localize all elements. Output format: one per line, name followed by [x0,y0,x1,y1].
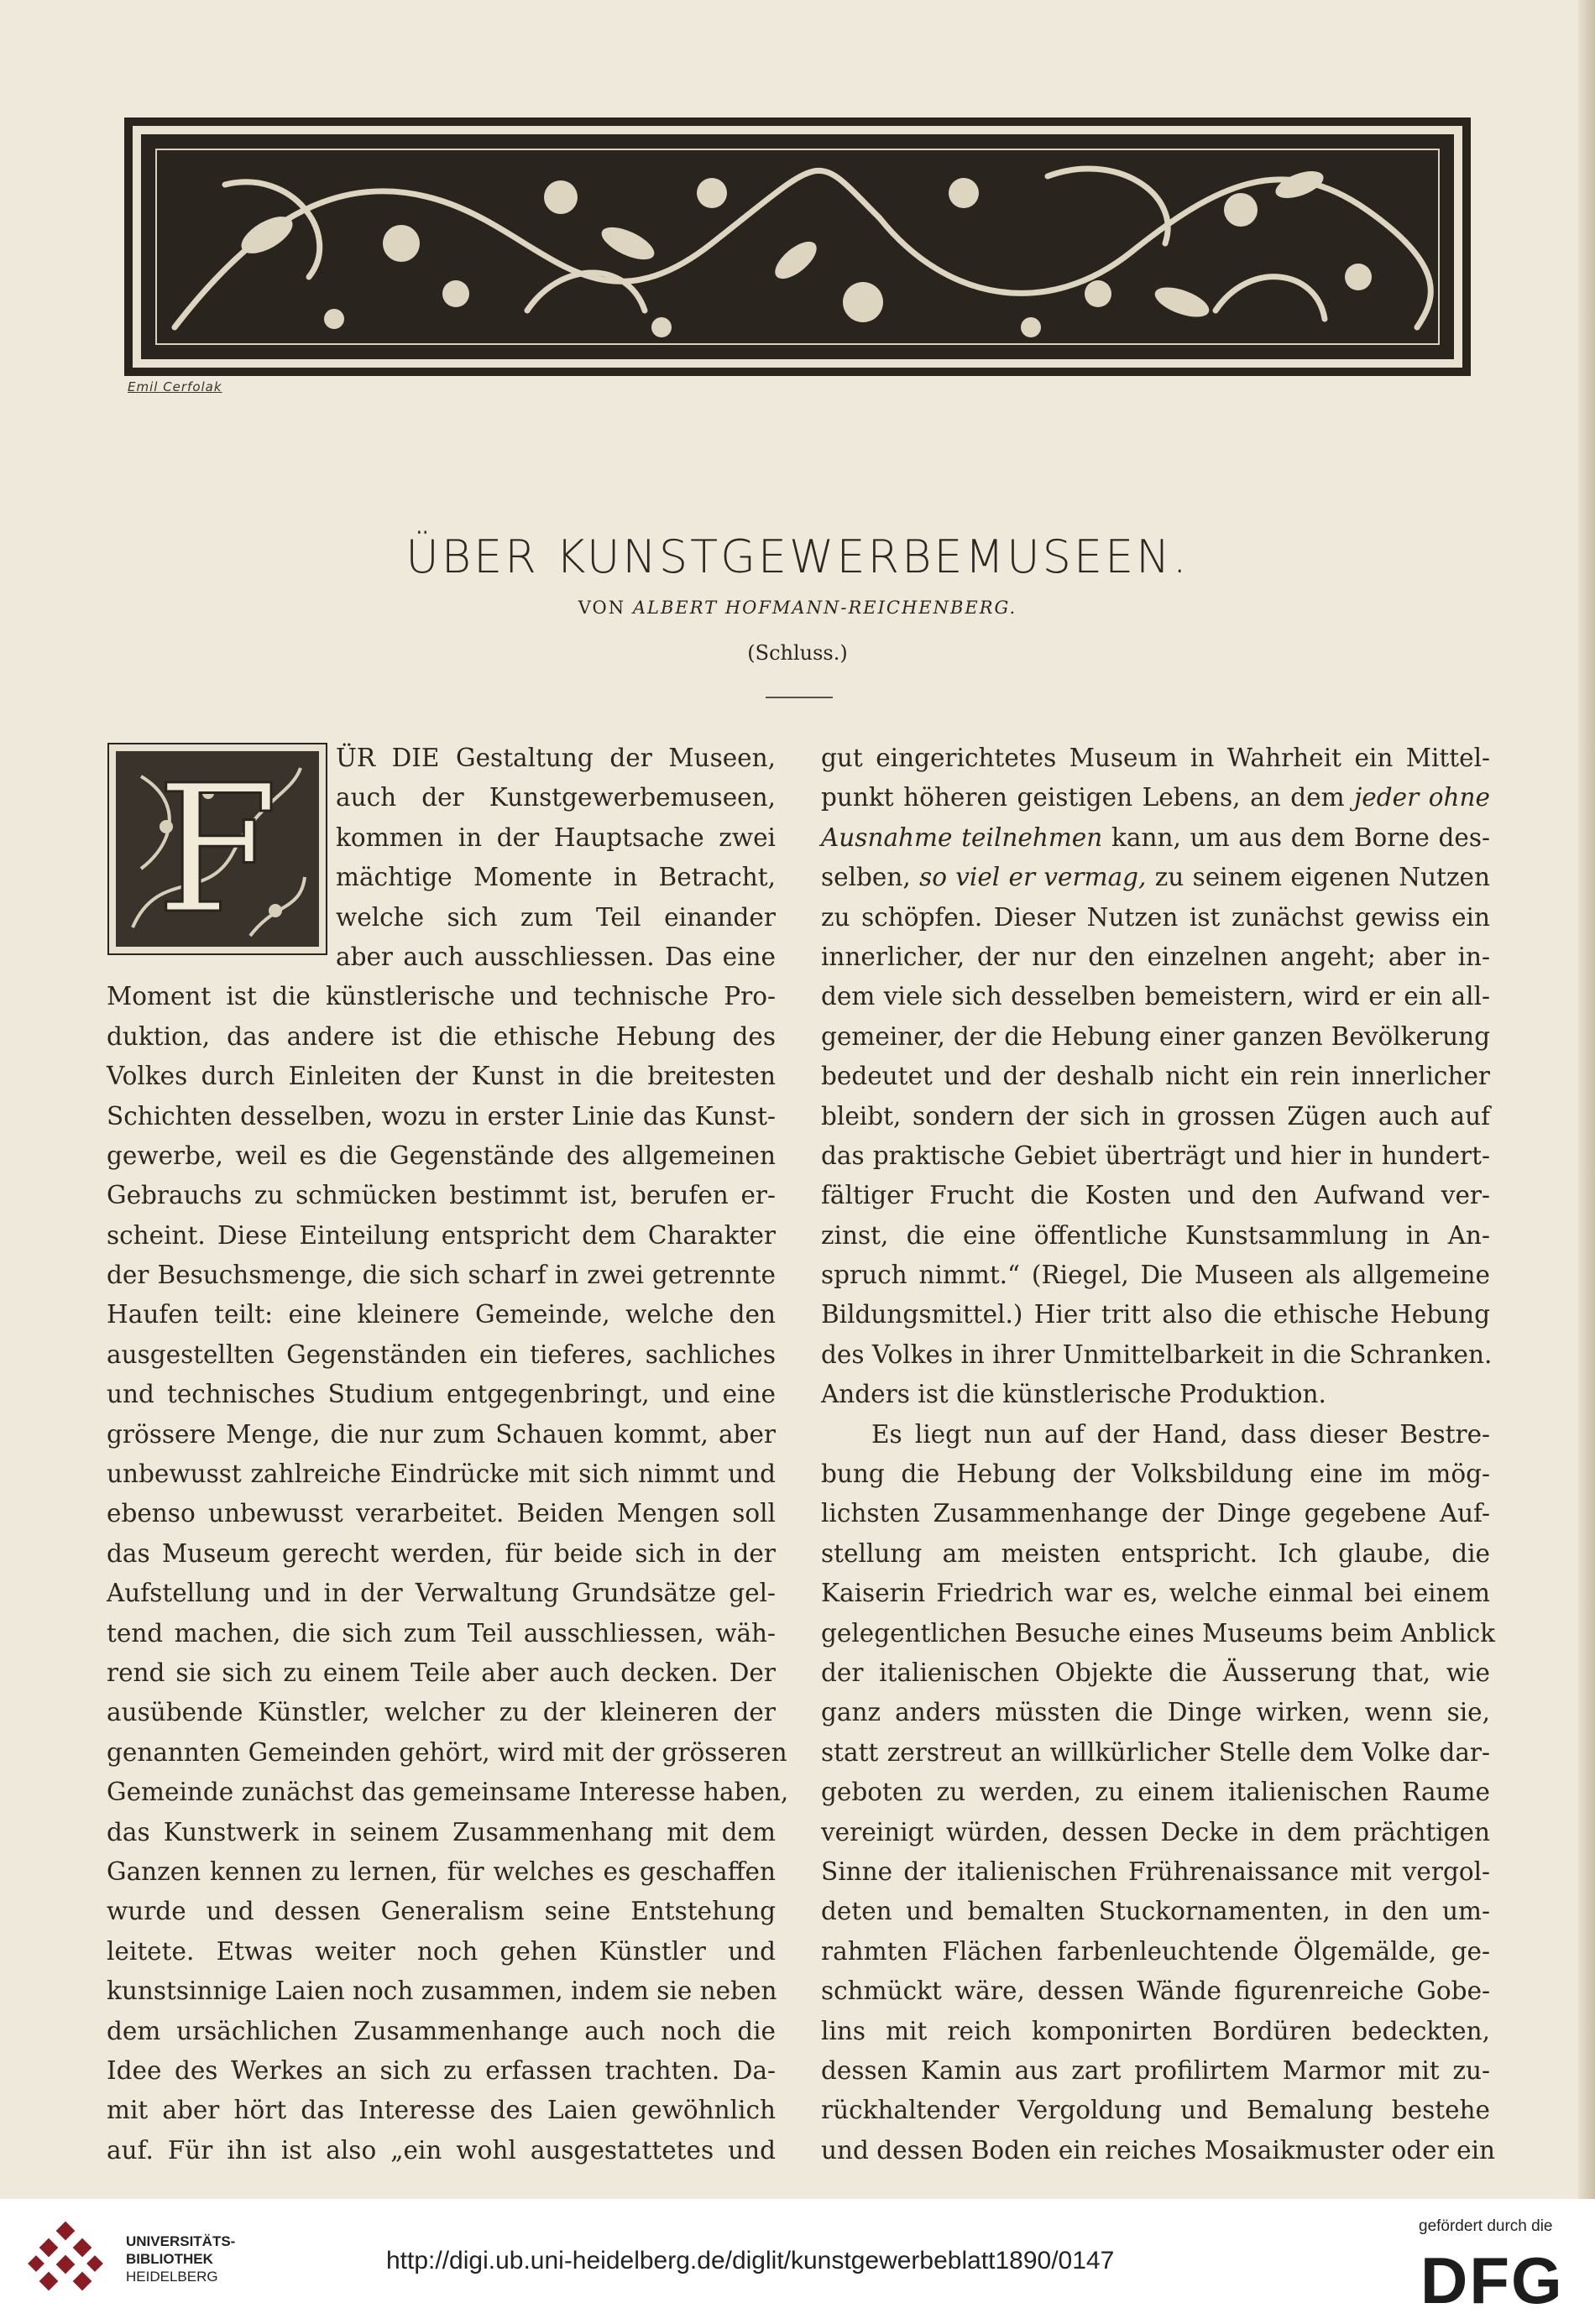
text-line: Aufstellung und in der Verwaltung Grundsätze gel- [107,1579,776,1608]
text-line: rend sie sich zu einem Teile aber auch decken. Der [107,1658,776,1687]
text-line: Volkes durch Einleiten der Kunst in die breitesten [107,1062,776,1091]
text-line: wurde und dessen Generalism seine Entstehung [107,1897,776,1926]
text-fragment: kann, um aus dem Borne des- [1111,823,1490,852]
library-name-line: BIBLIOTHEK [126,2251,213,2267]
text-line: das Kunstwerk in seinem Zusammenhang mit dem [107,1817,776,1846]
text-line [821,818,1490,858]
text-line: kunstsinnige Laien noch zusammen, indem sie neben [107,1977,777,2006]
text-line: scheint. Diese Einteilung entspricht dem Charakter [107,1220,776,1250]
text-line: duktion, das andere ist die ethische Hebung des [107,1021,776,1051]
text-line: mit aber hört das Interesse des Laien gewöhnlich [107,2096,776,2125]
university-library-logo-icon [25,2219,106,2300]
text-fragment: selben, [821,863,911,892]
text-line: des Volkes in ihrer Unmittelbarkeit in die Schranken. [821,1340,1493,1369]
text-line: auch der Kunstgewerbemuseen, [336,783,776,812]
text-line: tend machen, die sich zum Teil ausschliessen, wäh- [107,1618,776,1648]
text-line: Moment ist die künstlerische und technische Pro- [107,982,776,1011]
text-line: zu schöpfen. Dieser Nutzen ist zunächst gewiss ein [821,902,1490,932]
text-line: Gebrauchs zu schmücken bestimmt ist, berufen er- [107,1181,776,1210]
text-line: Anders ist die künstlerische Produktion. [821,1380,1326,1409]
text-line: aber auch ausschliessen. Das eine [336,942,776,971]
article-byline [0,598,1595,618]
text-line: Idee des Werkes an sich zu erfassen trachten. Da- [107,2055,776,2085]
text-line: Sinne der italienischen Frührenaissance mit vergol- [821,1857,1490,1886]
text-line: fältiger Frucht die Kosten und den Aufwand ver- [821,1181,1490,1210]
text-line: Bildungsmittel.) Hier tritt also die ethische Hebung [821,1300,1490,1329]
text-line: Ganzen kennen zu lernen, für welches es geschaffen [107,1857,776,1886]
text-line: gut eingerichtetes Museum in Wahrheit ein Mittel- [821,744,1490,772]
text-line: ganz anders müssten die Dinge wirken, wenn sie, [821,1698,1490,1727]
continuation-note: (Schluss.) [747,641,848,665]
byline-prefix: VON [578,598,626,618]
engraver-signature: Emil Cerfolak [128,379,222,394]
text-line: innerlicher, der nur den einzelnen angeht; aber in- [821,942,1490,971]
text-line: Schichten desselben, wozu in erster Linie das Kunst- [107,1101,776,1131]
text-line: Gemeinde zunächst das gemeinsame Interesse haben, [107,1778,789,1807]
text-line: rahmten Flächen farbenleuchtende Ölgemälde, ge- [821,1936,1490,1966]
text-line: ÜR DIE Gestaltung der Museen, [336,744,776,772]
text-line: grössere Menge, die nur zum Schauen kommt, aber [107,1419,776,1449]
right-column [821,739,1496,2170]
dropcap-letter: F [156,747,279,953]
library-name-line: UNIVERSITÄTS- [126,2233,236,2249]
text-line: welche sich zum Teil einander [336,902,776,932]
library-name-line: HEIDELBERG [126,2269,218,2285]
text-line: leitete. Etwas weiter noch gehen Künstler und [107,1936,776,1966]
text-line: zinst, die eine öffentliche Kunstsammlung in An- [821,1220,1490,1250]
text-line: und technisches Studium entgegenbringt, und eine [107,1380,776,1409]
text-line: der Besuchsmenge, die sich scharf in zwei getrennte [107,1261,776,1290]
text-line: statt zerstreut an willkürlicher Stelle dem Volke dar- [821,1737,1490,1767]
text-line: kommen in der Hauptsache zwei [336,823,776,852]
text-line: bleibt, sondern der sich in grossen Zügen auch auf [821,1101,1490,1131]
text-line: stellung am meisten entspricht. Ich glaube, die [821,1538,1490,1568]
text-line: dessen Kamin aus zart profilirtem Marmor mit zu- [821,2055,1490,2085]
permalink-url[interactable]: http://digi.ub.uni-heidelberg.de/diglit/kunstgewerbeblatt1890/0147 [386,2247,1115,2274]
text-line: ebenso unbewusst verarbeitet. Beiden Mengen soll [107,1499,776,1528]
funding-caption: gefördert durch die [1419,2217,1553,2235]
text-line: der italienischen Objekte die Äusserung that, wie [821,1658,1490,1687]
text-line: bedeutet und der deshalb nicht ein rein innerlicher [821,1062,1490,1091]
emphasis-text: jeder ohne [1354,783,1490,812]
dfg-logo: DFG [1420,2243,1564,2317]
text-line: gemeiner, der die Hebung einer ganzen Bevölkerung [821,1021,1490,1051]
text-line: spruch nimmt.“ (Riegel, Die Museen als allgemeine [821,1261,1490,1290]
text-line: rückhaltender Vergoldung und Bemalung bestehe [821,2096,1490,2125]
text-line: lins mit reich komponirten Bordüren bedeckten, [821,2016,1490,2045]
left-column [107,739,789,2170]
text-line: Kaiserin Friedrich war es, welche einmal bei einem [821,1579,1490,1608]
digitization-footer [0,2199,1595,2324]
text-line: mächtige Momente in Betracht, [336,863,776,892]
article-title: ÜBER KUNSTGEWERBEMUSEEN. [405,530,1190,583]
text-line: dem viele sich desselben bemeistern, wird er ein all- [821,982,1490,1011]
text-line [821,778,1490,817]
text-line: das Museum gerecht werden, für beide sich in der [107,1538,776,1568]
text-line: geboten zu werden, zu einem italienischen Raume [821,1778,1490,1807]
text-line: schmückt wäre, dessen Wände figurenreiche Gobe- [821,1977,1490,2006]
emphasis-text: Ausnahme teilnehmen [821,823,1103,852]
library-name [126,2233,235,2285]
text-line: unbewusst zahlreiche Eindrücke mit sich nimmt und [107,1460,776,1489]
text-line [821,858,1490,897]
text-line: Haufen teilt: eine kleinere Gemeinde, welche den [107,1300,776,1329]
text-line: und dessen Boden ein reiches Mosaikmuster oder ein [821,2135,1496,2165]
text-line: bung die Hebung der Volksbildung eine im mög- [821,1460,1490,1489]
page-edge-shadow [1578,0,1595,2199]
text-line: auf. Für ihn ist also „ein wohl ausgestattetes und [107,2135,776,2165]
title-divider [766,697,833,698]
text-line: dem ursächlichen Zusammenhange auch noch die [107,2016,776,2045]
text-fragment: zu seinem eigenen Nutzen [1154,863,1490,892]
text-line: genannten Gemeinden gehört, wird mit der grösseren [107,1737,787,1767]
text-fragment: punkt höheren geistigen Lebens, an dem [821,783,1345,812]
text-line: deten und bemalten Stuckornamenten, in den um- [821,1897,1490,1926]
text-line: ausübende Künstler, welcher zu der kleineren der [107,1698,776,1727]
emphasis-text: so viel er vermag, [919,863,1147,892]
text-line: gewerbe, weil es die Gegenstände des allgemeinen [107,1141,776,1170]
ornamental-header-band [124,118,1471,376]
text-line: Es liegt nun auf der Hand, dass dieser Bestre- [871,1419,1490,1449]
text-line: das praktische Gebiet überträgt und hier in hundert- [821,1141,1490,1170]
text-line: ausgestellten Gegenständen ein tieferes, sachliches [107,1340,776,1369]
text-line: vereinigt würden, dessen Decke in dem prächtigen [821,1817,1490,1846]
byline-author: ALBERT HOFMANN-REICHENBERG. [632,598,1017,618]
text-line: gelegentlichen Besuche eines Museums beim Anblick [821,1618,1496,1648]
text-line: lichsten Zusammenhange der Dinge gegebene Auf- [821,1499,1490,1528]
